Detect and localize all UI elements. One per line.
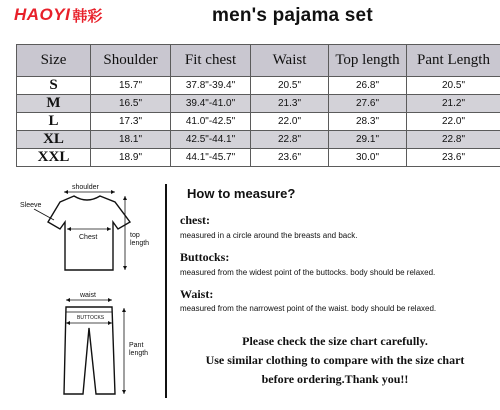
- shoulder-label: shoulder: [72, 184, 99, 191]
- column-header-waist: Waist: [251, 45, 329, 77]
- how-to-measure-heading: How to measure?: [187, 186, 296, 201]
- waist-label: waist: [80, 292, 96, 299]
- brand-logo-latin: HAOYI: [14, 5, 71, 24]
- waist-description: measured from the narrowest point of the waist. body should be relaxed.: [180, 304, 437, 313]
- buttocks-description: measured from the widest point of the buttocks. body should be relaxed.: [180, 268, 436, 277]
- buttocks-term: Buttocks:: [180, 250, 230, 264]
- waist-cell: 20.5": [251, 77, 329, 95]
- section-divider: [165, 184, 167, 398]
- shoulder-cell: 16.5": [91, 95, 171, 113]
- shoulder-cell: 15.7": [91, 77, 171, 95]
- pant-length-cell: 23.6": [407, 149, 500, 167]
- column-header-pant-length: Pant Length: [407, 45, 500, 77]
- column-header-shoulder: Shoulder: [91, 45, 171, 77]
- column-header-fit-chest: Fit chest: [171, 45, 251, 77]
- chest-description: measured in a circle around the breasts and back.: [180, 231, 358, 240]
- table-row: [17, 131, 500, 149]
- table-row: [17, 77, 500, 95]
- size-cell: S: [17, 77, 91, 95]
- note-line-1: Please check the size chart carefully.: [242, 334, 428, 348]
- fit-chest-cell: 42.5"-44.1": [171, 131, 251, 149]
- chest-label: Chest: [79, 234, 98, 241]
- top-length-cell: 30.0": [329, 149, 407, 167]
- brand-logo: [14, 4, 102, 26]
- buttocks-label: BUTTOCKS: [77, 315, 105, 321]
- chest-term: chest:: [180, 213, 210, 227]
- sleeve-label: Sleeve: [20, 202, 42, 209]
- pant-length-label: Pant length: [129, 342, 149, 357]
- shoulder-cell: 18.1": [91, 131, 171, 149]
- fit-chest-cell: 41.0"-42.5": [171, 113, 251, 131]
- size-chart-header-row: [17, 45, 500, 77]
- top-length-cell: 27.6": [329, 95, 407, 113]
- table-row: [17, 149, 500, 167]
- top-length-label: top length: [130, 232, 150, 247]
- waist-term: Waist:: [180, 287, 214, 301]
- size-cell: L: [17, 113, 91, 131]
- size-cell: XXL: [17, 149, 91, 167]
- measurement-illustration: [20, 182, 170, 402]
- sleeve-pointer: [34, 209, 54, 220]
- fit-chest-cell: 37.8"-39.4": [171, 77, 251, 95]
- waist-cell: 21.3": [251, 95, 329, 113]
- top-length-cell: 28.3": [329, 113, 407, 131]
- waist-cell: 23.6": [251, 149, 329, 167]
- fit-chest-cell: 39.4"-41.0": [171, 95, 251, 113]
- size-chart-table: [16, 44, 500, 167]
- pant-length-cell: 20.5": [407, 77, 500, 95]
- note-line-3: before ordering.Thank you!!: [261, 372, 409, 386]
- column-header-top-length: Top length: [329, 45, 407, 77]
- waist-cell: 22.8": [251, 131, 329, 149]
- brand-logo-cjk: 韩彩: [72, 6, 103, 25]
- column-header-size: Size: [17, 45, 91, 77]
- top-length-cell: 29.1": [329, 131, 407, 149]
- shoulder-cell: 18.9": [91, 149, 171, 167]
- pant-length-cell: 22.0": [407, 113, 500, 131]
- page-title: men's pajama set: [212, 5, 373, 26]
- size-cell: M: [17, 95, 91, 113]
- shoulder-cell: 17.3": [91, 113, 171, 131]
- fit-chest-cell: 44.1"-45.7": [171, 149, 251, 167]
- top-length-cell: 26.8": [329, 77, 407, 95]
- size-cell: XL: [17, 131, 91, 149]
- waist-cell: 22.0": [251, 113, 329, 131]
- table-row: [17, 113, 500, 131]
- pant-length-cell: 22.8": [407, 131, 500, 149]
- pant-length-cell: 21.2": [407, 95, 500, 113]
- table-row: [17, 95, 500, 113]
- note-line-2: Use similar clothing to compare with the size chart: [205, 353, 465, 367]
- shirt-outline: [48, 196, 130, 270]
